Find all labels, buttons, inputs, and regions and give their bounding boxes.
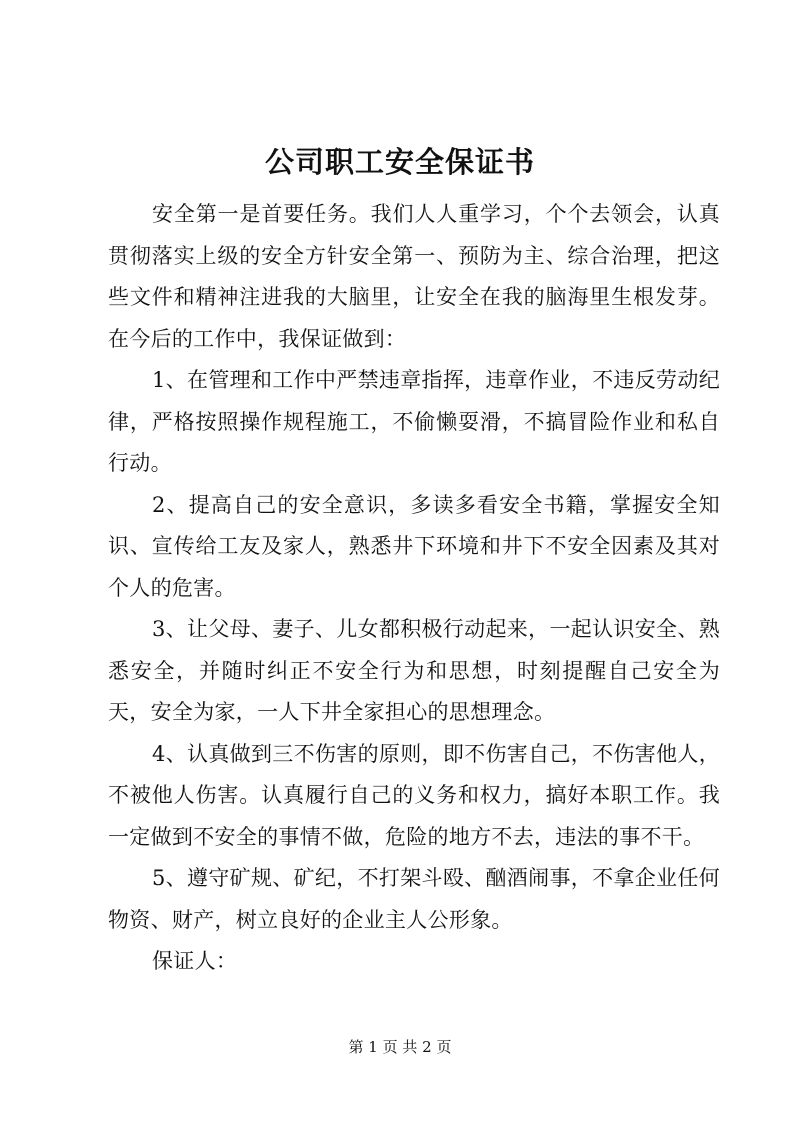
page-number: 第 1 页 共 2 页	[348, 1038, 452, 1056]
pledge-item-1: 1、在管理和工作中严禁违章指挥，违章作业，不违反劳动纪律，严格按照操作规程施工，不偷懒耍滑，不搞冒险作业和私自行动。	[108, 368, 720, 475]
document-title: 公司职工安全保证书	[264, 145, 535, 179]
guarantor-label: 保证人：	[152, 949, 238, 973]
document-body	[108, 194, 720, 983]
pledge-item-3: 3、让父母、妻子、儿女都积极行动起来，一起认识安全、熟悉安全，并随时纠正不安全行为和思想，时刻提醒自己安全为天，安全为家，一人下井全家担心的思想理念。	[108, 617, 720, 724]
pledge-item-5: 5、遵守矿规、矿纪，不打架斗殴、酗酒闹事，不拿企业任何物资、财产，树立良好的企业主人公形象。	[108, 866, 720, 932]
pledge-item-2: 2、提高自己的安全意识，多读多看安全书籍，掌握安全知识、宣传给工友及家人，熟悉井下环境和井下不安全因素及其对个人的危害。	[108, 492, 720, 600]
intro-paragraph: 安全第一是首要任务。我们人人重学习，个个去领会，认真贯彻落实上级的安全方针安全第一、预防为主、综合治理，把这些文件和精神注进我的大脑里，让安全在我的脑海里生根发芽。在今后的工作中，我保证做到：	[108, 202, 720, 351]
pledge-item-4: 4、认真做到三不伤害的原则，即不伤害自己，不伤害他人，不被他人伤害。认真履行自己的义务和权力，搞好本职工作。我一定做到不安全的事情不做，危险的地方不去，违法的事不干。	[108, 741, 720, 849]
